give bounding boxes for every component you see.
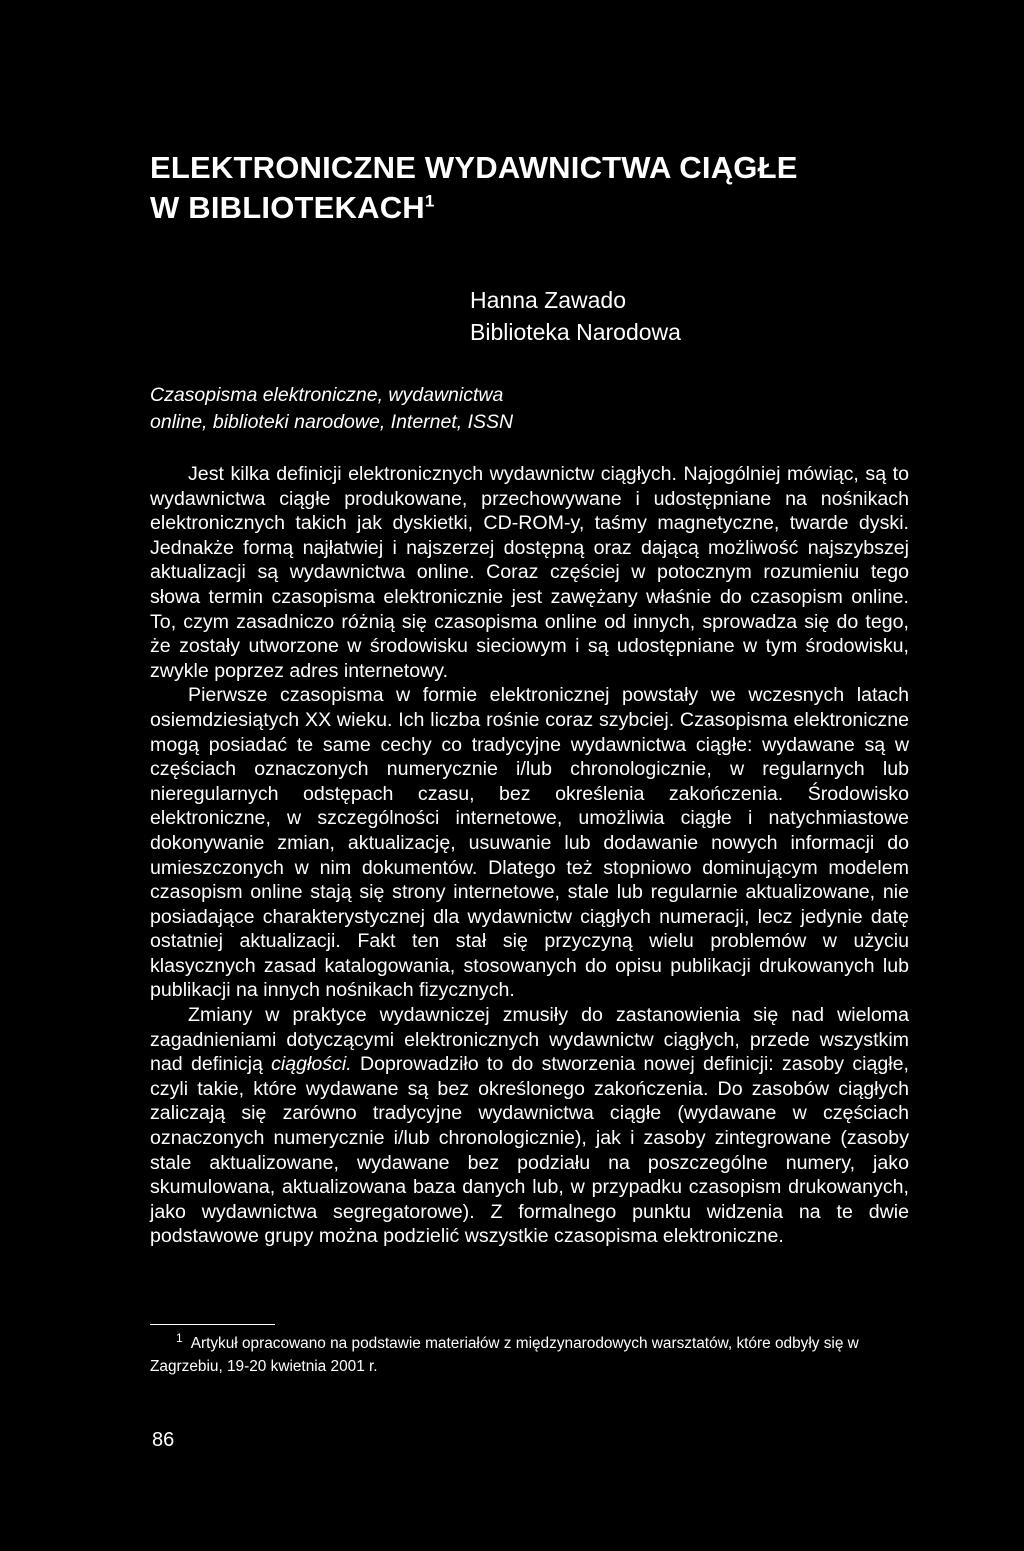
paragraph-3 bbox=[150, 1003, 909, 1249]
paragraph-3-emphasis: ciągłości. bbox=[271, 1053, 352, 1076]
footnote-mark: 1 bbox=[176, 1330, 183, 1345]
paragraph-3-text-end: Doprowadziło to do stworzenia nowej definicji: zasoby ciągłe, czyli takie, które wydawane są bez określonego zakończenia. Do zasobów ciągłych zaliczają się zarówno tradycyjne wydawnictwa ciągłe (wydawane w częściach oznaczonych numerycznie i/lub chronologicznie), jak i zasoby zintegrowane (zasoby stale aktualizowane, wydawane bez podziału na poszczególne numery, jako skumulowana, aktualizowana baza danych lub, w przypadku czasopism drukowanych, jako wydawnictwa segregatorowe). Z formalnego punktu widzenia na te dwie podstawowe grupy można podzielić wszystkie czasopisma elektroniczne. bbox=[150, 1053, 909, 1248]
footnote-separator bbox=[150, 1324, 275, 1325]
author-affiliation: Biblioteka Narodowa bbox=[470, 319, 681, 345]
article-title bbox=[150, 148, 798, 228]
footnote bbox=[150, 1332, 909, 1378]
author-block bbox=[470, 284, 681, 348]
title-line-1: ELEKTRONICZNE WYDAWNICTWA CIĄGŁE bbox=[150, 150, 798, 185]
page-number: 86 bbox=[152, 1429, 175, 1451]
paragraph-3-text-start: Zmiany w praktyce wydawniczej zmusiły do zastanowienia się nad wieloma zagadnieniami dotyczącymi elektronicznych wydawnictw ciągłych, przede wszystkim nad definicją bbox=[150, 1004, 909, 1076]
keywords-line-2: online, biblioteki narodowe, Internet, ISSN bbox=[150, 411, 514, 433]
footnote-text: Artykuł opracowano na podstawie materiałów z międzynarodowych warsztatów, które odbyły się w Zagrzebiu, 19-20 kwietnia 2001 r. bbox=[150, 1335, 859, 1375]
paragraph-2: Pierwsze czasopisma w formie elektronicznej powstały we wczesnych latach osiemdziesiątych XX wieku. Ich liczba rośnie coraz szybciej. Czasopisma elektroniczne mogą posiadać te same cechy co tradycyjne wydawnictwa ciągłe: wydawane są w częściach oznaczonych numerycznie i/lub chronologicznie, w regularnych lub nieregularnych odstępach czasu, bez określenia zakończenia. Środowisko elektroniczne, w szczególności internetowe, umożliwia ciągłe i natychmiastowe dokonywanie zmian, aktualizację, usuwanie lub dodawanie nowych informacji do umieszczonych w nim dokumentów. Dlatego też stopniowo dominującym modelem czasopism online stają się strony internetowe, stale lub regularnie aktualizowane, nie posiadające charakterystycznej dla wydawnictw ciągłych numeracji, lecz jedynie datę ostatniej aktualizacji. Fakt ten stał się przyczyną wielu problemów w użyciu klasycznych zasad katalogowania, stosowanych do opisu publikacji drukowanych lub publikacji na innych nośnikach fizycznych. bbox=[150, 684, 909, 1002]
article-body bbox=[150, 462, 909, 1249]
keywords-line-1: Czasopisma elektroniczne, wydawnictwa bbox=[150, 384, 504, 406]
author-name: Hanna Zawado bbox=[470, 287, 626, 313]
title-line-2: W BIBLIOTEKACH bbox=[150, 190, 425, 225]
keywords bbox=[150, 382, 620, 436]
paragraph-1: Jest kilka definicji elektronicznych wydawnictw ciągłych. Najogólniej mówiąc, są to wydawnictwa ciągłe produkowane, przechowywane i udostępniane na nośnikach elektronicznych takich jak dyskietki, CD-ROM-y, taśmy magnetyczne, twarde dyski. Jednakże formą najłatwiej i najszerzej dostępną oraz dającą możliwość najszybszej aktualizacji są wydawnictwa online. Coraz częściej w potocznym rozumieniu tego słowa termin czasopisma elektronicznie jest zawężany właśnie do czasopism online. To, czym zasadniczo różnią się czasopisma online od innych, sprowadza się do tego, że zostały utworzone w środowisku sieciowym i są udostępniane w tym środowisku, zwykle poprzez adres internetowy. bbox=[150, 463, 909, 682]
title-footnote-mark: 1 bbox=[424, 191, 435, 211]
